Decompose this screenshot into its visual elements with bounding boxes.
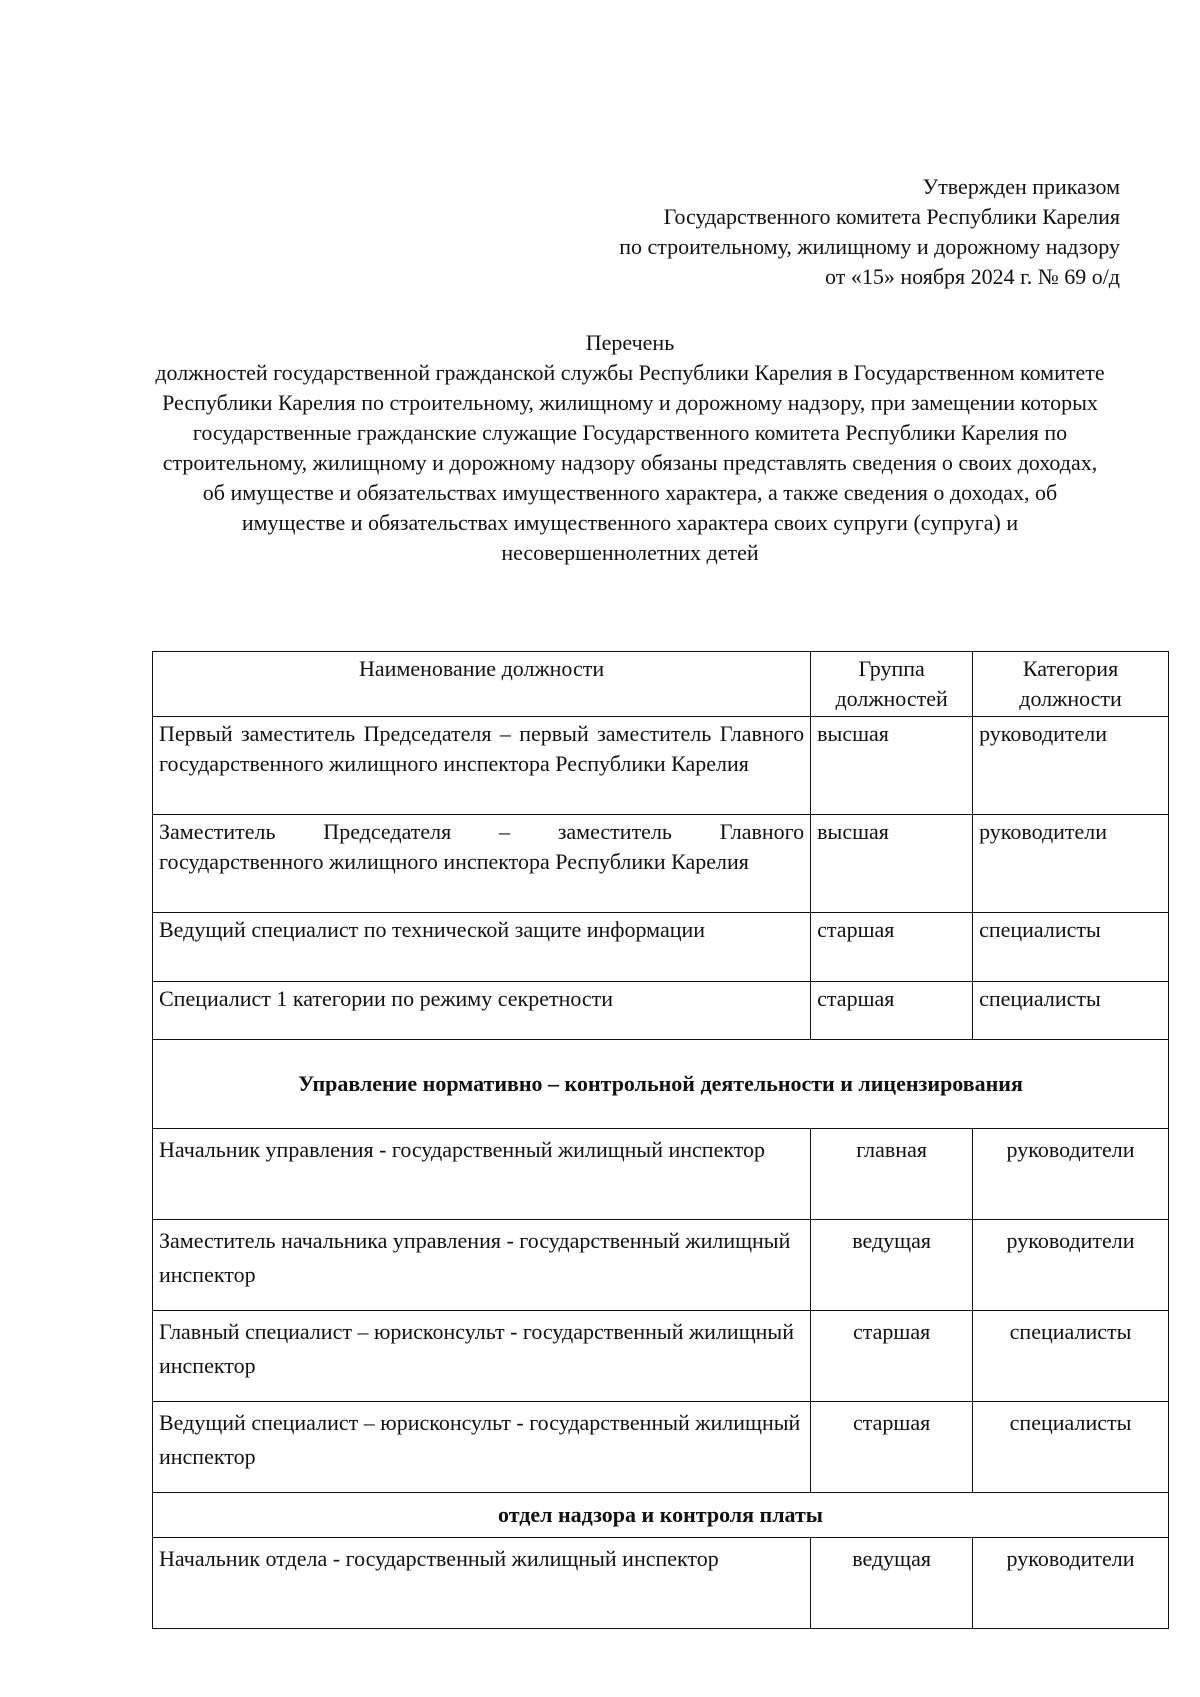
position-group: главная bbox=[811, 1129, 973, 1220]
position-group: старшая bbox=[811, 1402, 973, 1493]
position-name: Заместитель начальника управления - государственный жилищный инспектор bbox=[153, 1220, 811, 1311]
section-title: отдел надзора и контроля платы bbox=[153, 1493, 1169, 1538]
approval-line: от «15» ноября 2024 г. № 69 о/д bbox=[825, 264, 1120, 289]
document-subtitle: должностей государственной гражданской службы Республики Карелия в Государственном комитете Республики Карелия по строительному, жилищному и дорожному надзору, при замещении которых государственные гражданские служащие Государственного комитета Республики Карелия по строительному, жилищному и дорожному надзору обязаны представлять сведения о своих доходах, об имуществе и обязательствах имущественного характера, а также сведения о доходах, об имуществе и обязательствах имущественного характера своих супруги (супруга) и несовершеннолетних детей bbox=[155, 360, 1105, 565]
header-name: Наименование должности bbox=[153, 652, 811, 717]
table-row bbox=[153, 1538, 1169, 1629]
position-name: Первый заместитель Председателя – первый заместитель Главного государственного жилищного инспектора Республики Карелия bbox=[153, 717, 811, 815]
position-group: ведущая bbox=[811, 1538, 973, 1629]
position-group: высшая bbox=[811, 717, 973, 815]
position-category: руководители bbox=[973, 1538, 1169, 1629]
document-title: Перечень bbox=[585, 330, 675, 355]
table-row bbox=[153, 815, 1169, 913]
section-row bbox=[153, 1493, 1169, 1538]
position-name: Заместитель Председателя – заместитель Главного государственного жилищного инспектора Республики Карелия bbox=[153, 815, 811, 913]
table-row bbox=[153, 913, 1169, 982]
position-name: Специалист 1 категории по режиму секретности bbox=[153, 982, 811, 1040]
position-group: старшая bbox=[811, 1311, 973, 1402]
position-group: старшая bbox=[811, 913, 973, 982]
position-category: руководители bbox=[973, 717, 1169, 815]
table-row bbox=[153, 1402, 1169, 1493]
approval-line: Государственного комитета Республики Карелия bbox=[663, 204, 1120, 229]
table-row bbox=[153, 1220, 1169, 1311]
approval-line: по строительному, жилищному и дорожному надзору bbox=[619, 234, 1120, 259]
position-name: Ведущий специалист по технической защите информации bbox=[153, 913, 811, 982]
position-name: Начальник отдела - государственный жилищный инспектор bbox=[153, 1538, 811, 1629]
position-category: специалисты bbox=[973, 1402, 1169, 1493]
position-group: старшая bbox=[811, 982, 973, 1040]
table-row bbox=[153, 717, 1169, 815]
section-row bbox=[153, 1040, 1169, 1129]
table-row bbox=[153, 1129, 1169, 1220]
position-category: руководители bbox=[973, 815, 1169, 913]
position-name: Главный специалист – юрисконсульт - государственный жилищный инспектор bbox=[153, 1311, 811, 1402]
position-group: ведущая bbox=[811, 1220, 973, 1311]
table-row bbox=[153, 982, 1169, 1040]
position-category: специалисты bbox=[973, 913, 1169, 982]
position-category: специалисты bbox=[973, 982, 1169, 1040]
positions-table bbox=[152, 651, 1169, 1629]
position-category: руководители bbox=[973, 1129, 1169, 1220]
table-header-row bbox=[153, 652, 1169, 717]
approval-line: Утвержден приказом bbox=[922, 174, 1120, 199]
position-group: высшая bbox=[811, 815, 973, 913]
position-category: руководители bbox=[973, 1220, 1169, 1311]
approval-stamp bbox=[619, 172, 1120, 292]
position-category: специалисты bbox=[973, 1311, 1169, 1402]
document-heading bbox=[150, 328, 1110, 568]
header-group: Группа должностей bbox=[811, 652, 973, 717]
position-name: Начальник управления - государственный жилищный инспектор bbox=[153, 1129, 811, 1220]
position-name: Ведущий специалист – юрисконсульт - государственный жилищный инспектор bbox=[153, 1402, 811, 1493]
section-title: Управление нормативно – контрольной деятельности и лицензирования bbox=[153, 1040, 1169, 1129]
header-category: Категория должности bbox=[973, 652, 1169, 717]
table-row bbox=[153, 1311, 1169, 1402]
